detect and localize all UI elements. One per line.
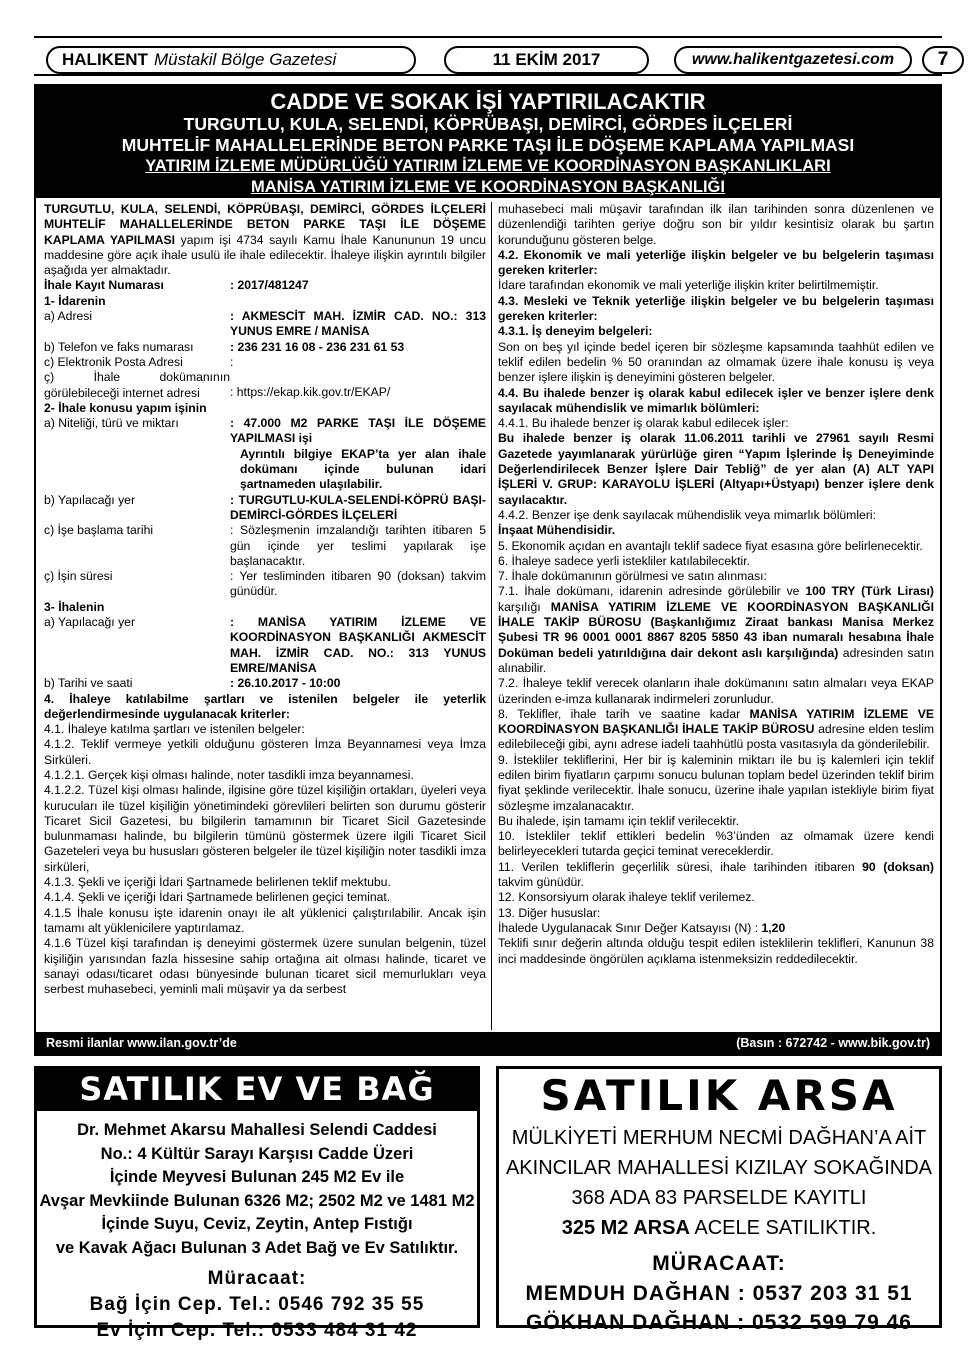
house-ad-phone-1: Bağ İçin Cep. Tel.: 0546 792 35 55 <box>89 1294 425 1315</box>
house-ad-title: SATILIK EV VE BAĞ <box>37 1069 477 1111</box>
clause-4-1-6-cont: muhasebeci mali müşavir tarafından ilk ilan tarihinden sonra düzenlenen ve düzenlendiği tarihten geriye doğru son bir yıldır kesintisiz olarak bu şartın korunduğunu gösteren belge. <box>498 202 934 247</box>
clause-4-4-1: 4.4.1. Bu ihalede benzer iş olarak kabul edilecek işler: <box>498 416 789 431</box>
clause-4-3-title: 4.3. Mesleki ve Teknik yeterliğe ilişkin belgeler ve bu belgelerin taşıması gereken kriterler: <box>498 293 934 324</box>
section-2-title: 2- İhale konusu yapım işinin <box>44 400 207 415</box>
clause-9-b: Bu ihalede, işin tamamı için teklif verilecektir. <box>498 813 740 828</box>
tender-subtitle-3: YATIRIM İZLEME MÜDÜRLÜĞÜ YATIRIM İZLEME VE KOORDİNASYON BAŞKANLIKLARI <box>145 157 831 175</box>
section-1-title: 1- İdarenin <box>44 293 106 308</box>
tender-subtitle-1: TURGUTLU, KULA, SELENDİ, KÖPRÜBAŞI, DEMİRCİ, GÖRDES İLÇELERİ <box>183 114 793 134</box>
tender-title: CADDE VE SOKAK İŞİ YAPTIRILACAKTIR <box>270 89 706 114</box>
clause-4-1-2-2: 4.1.2.2. Tüzel kişi olması halinde, ilgisine göre tüzel kişiliğin ortakları, üyeleri veya kurucuları ile tüzel kişiliğin yönetimindeki görevlileri belirten son durumu gösterir Ticaret Sicil Gazetesi, bu bilgilerin tamamının bir Ticaret Sicil Gazetesinde bulunmaması halinde, bu bilgilerin tümünü göstermek üzere ilgili Ticaret Sicil Gazeteleri veya bu hususları gösteren belgeler ile tüzel kişiliğin noter tasdikli imza sirküleri, <box>44 783 486 874</box>
issue-date: 11 EKİM 2017 <box>444 46 649 74</box>
intro-paragraph: TURGUTLU, KULA, SELENDİ, KÖPRÜBAŞI, DEMİRCİ, GÖRDES İLÇELERİ MUHTELİF MAHALLELERİNDE BETON PARKE TAŞI İLE DÖŞEME KAPLAMA YAPILMASI yapım işi 4734 sayılı Kamu İhale Kanununun 19 uncu maddesine göre açık ihale usulü ile ihale edilecektir. İhaleye ilişkin ayrıntılı bilgiler aşağıda yer almaktadır. <box>44 202 486 278</box>
adres-row: a) Adresi : AKMESCİT MAH. İZMİR CAD. NO.: 313 YUNUS EMRE / MANİSA <box>44 309 486 339</box>
clause-4-2-title: 4.2. Ekonomik ve mali yeterliğe ilişkin belgeler ve bu belgelerin taşıması gereken kriterler: <box>498 247 934 278</box>
clause-7-1: 7.1. İhale dokümanı, idarenin adresinde görülebilir ve 100 TRY (Türk Lirası) karşılığı MANİSA YATIRIM İZLEME VE KOORDİNASYON BAŞKANLIĞI İHALE TAKİP BÜROSU (Başkanlığımız Ziraat bankası Manisa Merkez Şubesi TR 96 0001 0001 8867 8205 5850 43 iban numaralı hesabına İhale Doküman bedeli yatırıldığına dair dekont aslı karşılığında) adresinden satın alınabilir. <box>498 584 934 675</box>
clause-13: 13. Diğer hususlar: <box>498 905 601 920</box>
telefon-row: b) Telefon ve faks numarası : 236 231 16 08 - 236 231 61 53 <box>44 339 405 354</box>
section-4-title: 4. İhaleye katılabilme şartları ve istenilen belgeler ile yeterlik değerlendirmesinde uygulanacak kriterler: <box>44 691 486 721</box>
clause-4-2-text: İdare tarafından ekonomik ve mali yeterliğe ilişkin kriter belirtilmemiştir. <box>498 278 879 293</box>
house-ad-contact-label: Müracaat: <box>207 1268 307 1289</box>
clause-4-4-title: 4.4. Bu ihalede benzer iş olarak kabul edilecek işler ve benzer işlere denk sayılacak mühendislik ve mimarlık bölümleri: <box>498 385 934 415</box>
website-link[interactable]: www.halikentgazetesi.com <box>674 46 912 74</box>
clause-12: 12. Konsorsiyum olarak ihaleye teklif verilemez. <box>498 890 755 905</box>
tender-body <box>36 202 940 1030</box>
clause-4-1-2: 4.1.2. Teklif vermeye yetkili olduğunu gösteren İmza Beyannamesi veya İmza Sirküleri. <box>44 737 486 767</box>
clause-8: 8. Teklifler, ihale tarih ve saatine kadar MANİSA YATIRIM İZLEME VE KOORDİNASYON BAŞKANLIĞI İHALE TAKİP BÜROSU adresine elden teslim edilebileceği gibi, aynı adrese iadeli taahhütlü posta vasıtasıyla da gönderilebilir. <box>498 706 934 752</box>
clause-9: 9. İstekliler tekliflerini, Her bir iş kaleminin miktarı ile bu iş kalemleri için teklif edilen birim fiyatların çarpımı sonucu bulunan toplam bedel üzerinden teklif birim fiyat şeklinde verilecektir. İhale sonucu, üzerine ihale yapılan istekliyle birim fiyat sözleşme imzalanacaktır. <box>498 752 934 813</box>
clause-4-1-3: 4.1.3. Şekli ve içeriği İdari Şartnamede belirlenen teklif mektubu. <box>44 875 391 890</box>
house-ad-phone-2: Ev İçin Cep. Tel.: 0533 484 31 42 <box>96 1320 418 1341</box>
clause-4-4-2: 4.4.2. Benzer işe denk sayılacak mühendislik veya mimarlık bölümleri: <box>498 507 876 522</box>
paper-subtitle: Müstakil Bölge Gazetesi <box>153 50 337 69</box>
masthead <box>34 36 949 76</box>
section-3-title: 3- İhalenin <box>44 599 105 614</box>
nitelik-row: a) Niteliği, türü ve miktarı : 47.000 M2 PARKE TAŞI İLE DÖŞEME YAPILMASI işi Ayrıntılı bilgiye EKAP’ta yer alan ihale dokümanı içinde bulunan idari şartnameden ulaşılabilir. <box>44 416 486 492</box>
clause-5: 5. Ekonomik açıdan en avantajlı teklif sadece fiyat esasına göre belirlenecektir. <box>498 538 923 553</box>
clause-4-1-6: 4.1.6 Tüzel kişi tarafından iş deneyimi göstermek üzere sunulan belgenin, tüzel kişiliğin yarısından fazla hissesine sahip ortağına ait olması halinde, ticaret ve sanayi odası/ticaret odası bünyesinde bulunan ticaret sicil memurlukları veya serbest muhasebeci, yeminli mali müşavir ya da serbest <box>44 936 486 997</box>
clause-13-katsayi: İhalede Uygulanacak Sınır Değer Katsayısı (N) : 1,20 <box>498 920 786 935</box>
land-ad-title: SATILIK ARSA <box>540 1071 898 1120</box>
clause-11: 11. Verilen tekliflerin geçerlilik süresi, ihale tarihinden itibaren 90 (doksan) takvim günüdür. <box>498 859 934 890</box>
eposta-row: c) Elektronik Posta Adresi : <box>44 354 234 369</box>
clause-7-2: 7.2. İhaleye teklif verecek olanların ihale dokümanını satın almaları veya EKAP üzerinden e-imza kullanarak indirmeleri zorunludur. <box>498 676 934 706</box>
land-ad-body: MÜLKİYETİ MERHUM NECMİ DAĞHAN’A AİT AKINCILAR MAHALLESİ KIZILAY SOKAĞINDA 368 ADA 83 PARSELDE KAYITLI 325 M2 ARSA ACELE SATILIKTIR. <box>505 1127 933 1239</box>
dokuman-row: ç) İhale dokümanının görülebileceği internet adresi : https://ekap.kik.gov.tr/EKAP/ <box>44 370 391 400</box>
land-sale-ad <box>496 1066 942 1334</box>
house-ad-body: Dr. Mehmet Akarsu Mahallesi Selendi Caddesi No.: 4 Kültür Sarayı Karşısı Cadde Üzeri İçinde Meyvesi Bulunan 245 M2 Ev ile Avşar Mevkiinde Bulunan 6326 M2; 2502 M2 ve 1481 M2 İçinde Suyu, Ceviz, Zeytin, Antep Fıstığı ve Kavak Ağacı Bulunan 3 Adet Bağ ve Ev Satılıktır. <box>39 1121 475 1257</box>
clause-4-3-1-text: Son on beş yıl içinde bedel içeren bir sözleşme kapsamında taahhüt edilen ve teklif edilen bedelin % 50 oranından az olmamak üzere ihale konusu iş veya benzer işlere ilişkin iş deneyimini gösteren belgeler. <box>498 339 934 385</box>
clause-4-4-1-text: Bu ihalede benzer iş olarak 11.06.2011 tarihli ve 27961 sayılı Resmi Gazetede yayımlanarak yürürlüğe giren “Yapım İşlerinde İş Deneyiminde Değerlendirilecek Benzer İşlere Dair Tebliğ” de yer alan (A) ALT YAPI İŞLERİ V. GRUP: KARAYOLU İŞLERİ (Altyapı+Üstyapı) benzer işlere denk sayılacaktır. <box>498 431 934 507</box>
land-ad-phone-1: MEMDUH DAĞHAN : 0537 203 31 51 <box>525 1282 913 1305</box>
baslama-row: c) İşe başlama tarihi : Sözleşmenin imzalandığı tarihten itibaren 5 gün içinde yer teslimi yapılarak işe başlanacaktır. <box>44 523 486 568</box>
tender-right-column <box>498 202 934 967</box>
tender-footer <box>36 1032 940 1054</box>
clause-4-1-5: 4.1.5 İhale konusu işte idarenin onayı ile alt yüklenici çalıştırılabilir. Ancak işin tamamı alt yüklenicilere yaptırılamaz. <box>44 905 486 935</box>
kayit-row: İhale Kayıt Numarası : 2017/481247 <box>44 278 309 293</box>
ihale-yeri-row: a) Yapılacağı yer : MANİSA YATIRIM İZLEME VE KOORDİNASYON BAŞKANLIĞI AKMESCİT MAH. İZMİR CAD. NO.: 313 YUNUS EMRE/MANİSA <box>44 615 486 675</box>
press-code[interactable]: (Basın : 672742 - www.bik.gov.tr) <box>736 1036 930 1050</box>
land-ad-phone-2: GÖKHAN DAĞHAN : 0532 599 79 46 <box>526 1311 912 1334</box>
sure-row: ç) İşin süresi : Yer tesliminden itibaren 90 (doksan) takvim günüdür. <box>44 569 486 599</box>
clause-6: 6. İhaleye sadece yerli istekliler katılabilecektir. <box>498 553 750 568</box>
tender-announcement <box>34 84 942 1056</box>
clause-4-1-2-1: 4.1.2.1. Gerçek kişi olması halinde, noter tasdikli imza beyannamesi. <box>44 767 414 782</box>
clause-4-1: 4.1. İhaleye katılma şartları ve istenilen belgeler: <box>44 722 305 737</box>
tender-subtitle-2: MUHTELİF MAHALLELERİNDE BETON PARKE TAŞI İLE DÖŞEME KAPLAMA YAPILMASI <box>121 135 855 155</box>
paper-name: HALIKENT <box>62 50 148 69</box>
tender-subtitle-4: MANİSA YATIRIM İZLEME VE KOORDİNASYON BAŞKANLIĞI <box>251 178 725 196</box>
clause-10: 10. İstekliler teklif ettikleri bedelin %3’ünden az olmamak üzere kendi belirleyecekleri tutarda geçici teminat vereceklerdir. <box>498 829 934 859</box>
clause-13-text: Teklifi sınır değerin altında olduğu tespit edilen isteklilerin teklifleri, Kanunun 38 inci maddesinde öngörülen açıklama istenmeksizin reddedilecektir. <box>498 936 934 966</box>
yer-row: b) Yapılacağı yer : TURGUTLU-KULA-SELENDİ-KÖPRÜ BAŞI-DEMİRCİ-GÖRDES İLÇELERİ <box>44 492 486 522</box>
clause-4-1-4: 4.1.4. Şekli ve içeriği İdari Şartnamede belirlenen geçici teminat. <box>44 890 391 905</box>
official-ads-note[interactable]: Resmi ilanlar www.ilan.gov.tr’de <box>46 1036 237 1050</box>
clause-4-4-2-text: İnşaat Mühendisidir. <box>498 523 616 538</box>
clause-4-3-1-title: 4.3.1. İş deneyim belgeleri: <box>498 324 653 339</box>
page-number: 7 <box>922 46 964 74</box>
house-sale-ad <box>34 1066 480 1341</box>
clause-7: 7. İhale dokümanının görülmesi ve satın alınması: <box>498 569 767 584</box>
land-ad-contact-label: MÜRACAAT: <box>652 1252 786 1275</box>
tender-header <box>36 86 940 198</box>
paper-name-badge <box>46 46 416 74</box>
ihale-tarihi-row: b) Tarihi ve saati : 26.10.2017 - 10:00 <box>44 676 341 691</box>
tender-left-column <box>44 202 486 997</box>
column-divider <box>491 202 492 1030</box>
